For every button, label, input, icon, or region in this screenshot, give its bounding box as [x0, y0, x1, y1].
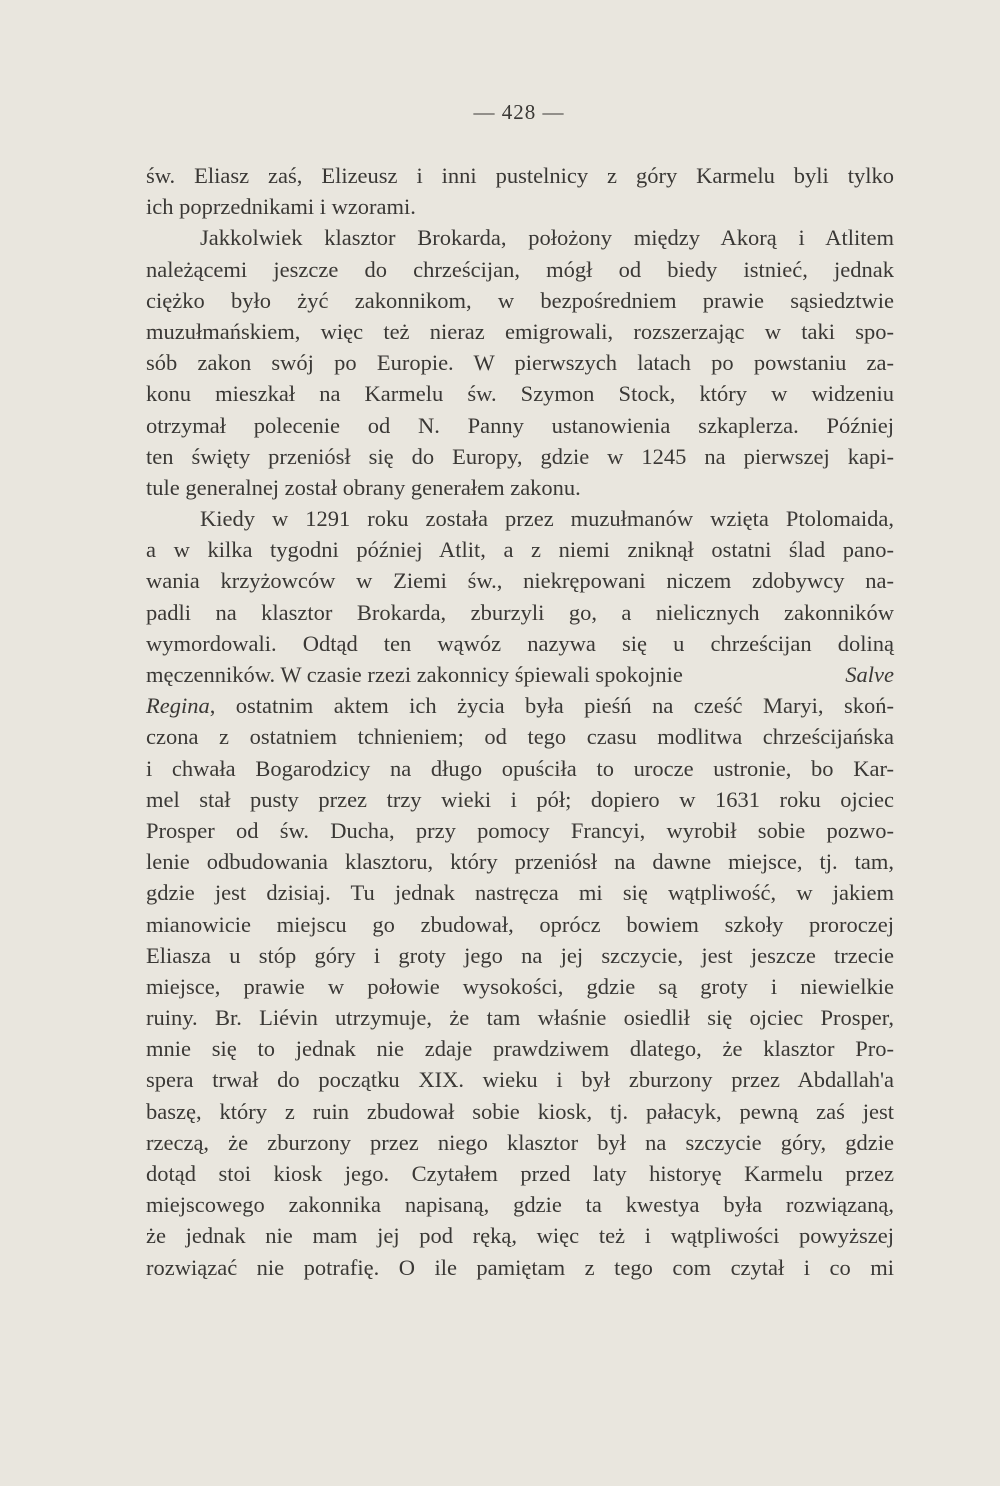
text-line: a w kilka tygodni później Atlit, a z niemi zniknął ostatni ślad pano- — [146, 537, 894, 563]
text-line: Regina, ostatnim aktem ich życia była pieśń na cześć Maryi, skoń- — [146, 693, 894, 719]
text-line: lenie odbudowania klasztoru, który przeniósł na dawne miejsce, tj. tam, — [146, 849, 894, 875]
text-line: miejsce, prawie w połowie wysokości, gdzie są groty i niewielkie — [146, 973, 894, 999]
text-line: sób zakon swój po Europie. W pierwszych latach po powstaniu za- — [146, 350, 894, 376]
text-line: Prosper od św. Ducha, przy pomocy Francyi, wyrobił sobie pozwo- — [146, 817, 894, 843]
text-line: gdzie jest dzisiaj. Tu jednak nastręcza mi się wątpliwość, w jakiem — [146, 880, 894, 906]
page-number: — 428 — — [473, 100, 565, 124]
text-line: mianowicie miejscu go zbudował, oprócz bowiem szkoły proroczej — [146, 911, 894, 937]
italic-regina: Regina — [146, 693, 210, 719]
text-line: Kiedy w 1291 roku została przez muzułmanów wzięta Ptolomaida, — [200, 506, 894, 532]
text-fragment: męczenników. W czasie rzezi zakonnicy śpiewali spokojnie — [146, 662, 683, 687]
text-line: Eliasza u stóp góry i groty jego na jej szczycie, jest jeszcze trzecie — [146, 942, 894, 968]
italic-salve: Salve — [845, 662, 894, 687]
text-line: wania krzyżowców w Ziemi św., niekrępowani niczem zdobywcy na- — [146, 568, 894, 594]
text-line-salve — [146, 659, 894, 690]
text-line: miejscowego zakonnika napisaną, gdzie ta kwestya była rozwiązaną, — [146, 1192, 894, 1218]
text-line: dotąd stoi kiosk jego. Czytałem przed laty historyę Karmelu przez — [146, 1161, 894, 1186]
text-line: czona z ostatniem tchnieniem; od tego czasu modlitwa chrześcijańska — [146, 724, 894, 750]
text-line: konu mieszkał na Karmelu św. Szymon Stock, który w widzeniu — [146, 381, 894, 407]
text-line: że jednak nie mam jej pod ręką, więc też i wątpliwości powyższej — [146, 1223, 894, 1249]
text-line: należącemi jeszcze do chrześcijan, mógł od biedy istnieć, jednak — [146, 256, 894, 282]
text-line: ich poprzednikami i wzorami. — [146, 194, 416, 220]
text-line: tule generalnej został obrany generałem zakonu. — [146, 474, 581, 500]
text-line: wymordowali. Odtąd ten wąwóz nazywa się u chrześcijan doliną — [146, 630, 894, 656]
body-text — [146, 160, 894, 1283]
text-line: św. Eliasz zaś, Elizeusz i inni pustelnicy z góry Karmelu byli tylko — [146, 163, 894, 188]
text-line: ruiny. Br. Liévin utrzymuje, że tam właśnie osiedlił się ojciec Prosper, — [146, 1005, 894, 1031]
text-line: otrzymał polecenie od N. Panny ustanowienia szkaplerza. Później — [146, 412, 894, 438]
text-line: mel stał pusty przez trzy wieki i pół; dopiero w 1631 roku ojciec — [146, 786, 894, 812]
text-line: rzeczą, że zburzony przez niego klasztor był na szczycie góry, gdzie — [146, 1129, 894, 1155]
text-line: muzułmańskiem, więc też nieraz emigrowali, rozszerzając w taki spo- — [146, 318, 894, 344]
text-line: baszę, który z ruin zbudował sobie kiosk, tj. pałacyk, pewną zaś jest — [146, 1098, 894, 1124]
text-line: spera trwał do początku XIX. wieku i był zburzony przez Abdallah'a — [146, 1067, 894, 1093]
text-line: i chwała Bogarodzicy na długo opuściła to urocze ustronie, bo Kar- — [146, 755, 894, 781]
text-line: Jakkolwiek klasztor Brokarda, położony między Akorą i Atlitem — [200, 225, 894, 251]
text-line: rozwiązać nie potrafię. O ile pamiętam z tego com czytał i co mi — [146, 1254, 894, 1280]
text-line: padli na klasztor Brokarda, zburzyli go, a nielicznych zakonników — [146, 599, 894, 625]
text-line: ten święty przeniósł się do Europy, gdzie w 1245 na pierwszej kapi- — [146, 443, 894, 469]
text-line: ciężko było żyć zakonnikom, w bezpośredniem prawie sąsiedztwie — [146, 287, 894, 313]
text-line: mnie się to jednak nie zdaje prawdziwem dlatego, że klasztor Pro- — [146, 1036, 894, 1062]
